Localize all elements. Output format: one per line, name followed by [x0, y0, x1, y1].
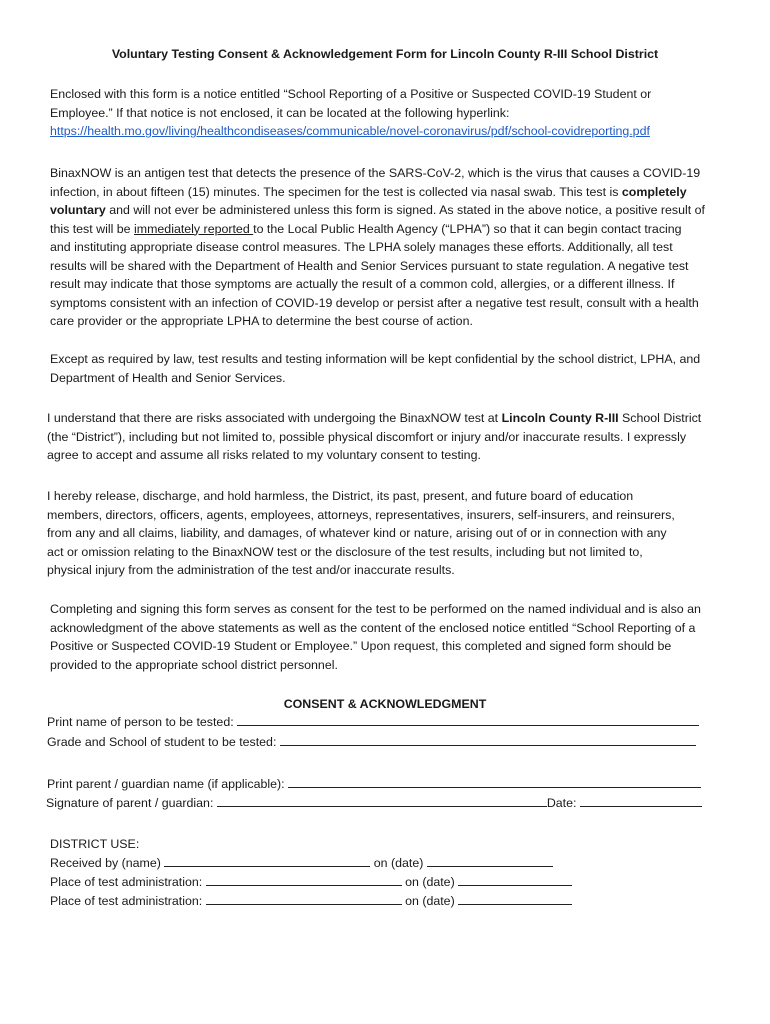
signature-date-label: Date:	[546, 796, 580, 810]
parent-name-row	[47, 775, 701, 793]
received-by-row	[50, 854, 553, 872]
immediately-reported-underline: immediately reported	[134, 221, 254, 236]
received-date-field[interactable]	[427, 854, 553, 867]
completing-paragraph: Completing and signing this form serves as consent for the test to be performed on the named individual and is also an acknowledgment of the above statements as well as the content of the enclosed notice entitled “School Reporting of a Positive or Suspected COVID-19 Student or Employee.” Upon request, this completed and signed form should be provided to the appropriate school district personnel.	[50, 602, 701, 672]
received-by-field[interactable]	[164, 854, 370, 867]
risks-paragraph: I understand that there are risks associated with undergoing the BinaxNOW test at Lincoln County R-III School District (the “District”), including but not limited to, possible physical discomfort or injury and/or inaccurate results. I expressly agree to accept and assume all risks related to my voluntary consent to testing.	[47, 411, 702, 462]
place-field-1[interactable]	[206, 873, 402, 886]
received-on-date-label: on (date)	[370, 856, 427, 870]
place-row-2	[50, 892, 572, 910]
binax-paragraph: BinaxNOW is an antigen test that detects the presence of the SARS-CoV-2, which is the virus that causes a COVID-19 infection, in about fifteen (15) minutes. The specimen for the test is collected via nasal swab. This test is completely voluntary and will not ever be administered unless this form is signed. As stated in the above notice, a positive result of this test will be immediately reported to the Local Public Health Agency (“LPHA”) so that it can begin contact tracing and instituting appropriate disease control measures. The LPHA solely manages these efforts. Additionally, all test results will be shared with the Department of Health and Senior Services pursuant to state regulation. A negative test result may indicate that those symptoms are actually the result of a common cold, allergies, or a different illness. If symptoms consistent with an infection of COVID-19 develop or persist after a negative test result, consult with a health care provider or the appropriate LPHA to determine the best course of action.	[50, 166, 705, 328]
person-name-field[interactable]	[237, 713, 699, 726]
place-field-2[interactable]	[206, 892, 402, 905]
place-date-field-1[interactable]	[458, 873, 572, 886]
district-name-emphasis: Lincoln County R-III	[501, 411, 619, 425]
grade-school-label: Grade and School of student to be tested:	[47, 735, 280, 749]
consent-heading: CONSENT & ACKNOWLEDGMENT	[283, 697, 487, 711]
person-name-row	[47, 713, 699, 731]
place-row-1	[50, 873, 572, 891]
signature-field[interactable]	[217, 794, 547, 807]
voluntary-emphasis: voluntary	[50, 203, 106, 217]
person-name-label: Print name of person to be tested:	[47, 715, 238, 729]
intro-paragraph	[50, 85, 651, 141]
intro-line-1: Enclosed with this form is a notice entitled “School Reporting of a Positive or Suspected COVID-19 Student or	[50, 87, 652, 101]
intro-line-2: Employee.” If that notice is not enclosed, it can be located at the following hyperlink:	[50, 105, 510, 120]
signature-date-field[interactable]	[580, 794, 702, 807]
grade-school-row	[47, 733, 696, 751]
place-on-date-label-2: on (date)	[401, 894, 459, 908]
received-by-label: Received by (name)	[50, 856, 165, 870]
place-label-2: Place of test administration:	[50, 894, 206, 908]
place-on-date-label-1: on (date)	[401, 875, 459, 889]
confidentiality-paragraph: Except as required by law, test results and testing information will be kept confidential by the school district, LPHA, and Department of Health and Senior Services.	[50, 352, 701, 385]
place-label-1: Place of test administration:	[50, 875, 206, 889]
signature-label: Signature of parent / guardian:	[46, 796, 217, 810]
notice-hyperlink[interactable]: https://health.mo.gov/living/healthcondiseases/communicable/novel-coronavirus/pdf/school-covidreporting.pdf	[50, 124, 650, 138]
grade-school-field[interactable]	[280, 733, 696, 746]
signature-row	[46, 794, 702, 812]
parent-name-label: Print parent / guardian name (if applicable):	[47, 777, 289, 791]
parent-name-field[interactable]	[288, 775, 701, 788]
place-date-field-2[interactable]	[458, 892, 572, 905]
form-title: Voluntary Testing Consent & Acknowledgement Form for Lincoln County R-III School District	[111, 47, 659, 61]
release-paragraph: I hereby release, discharge, and hold harmless, the District, its past, present, and future board of education members, directors, officers, agents, employees, attorneys, representatives, insurers, self-insurers, and reinsurers, from any and all claims, liability, and damages, of whatever kind or nature, arising out of or in connection with any act or omission relating to the BinaxNOW test or the disclosure of the test results, including but not limited to, physical injury from the administration of the test and/or inaccurate results.	[47, 489, 675, 577]
district-use-heading: DISTRICT USE:	[50, 837, 140, 851]
completely-emphasis: completely	[621, 184, 687, 199]
